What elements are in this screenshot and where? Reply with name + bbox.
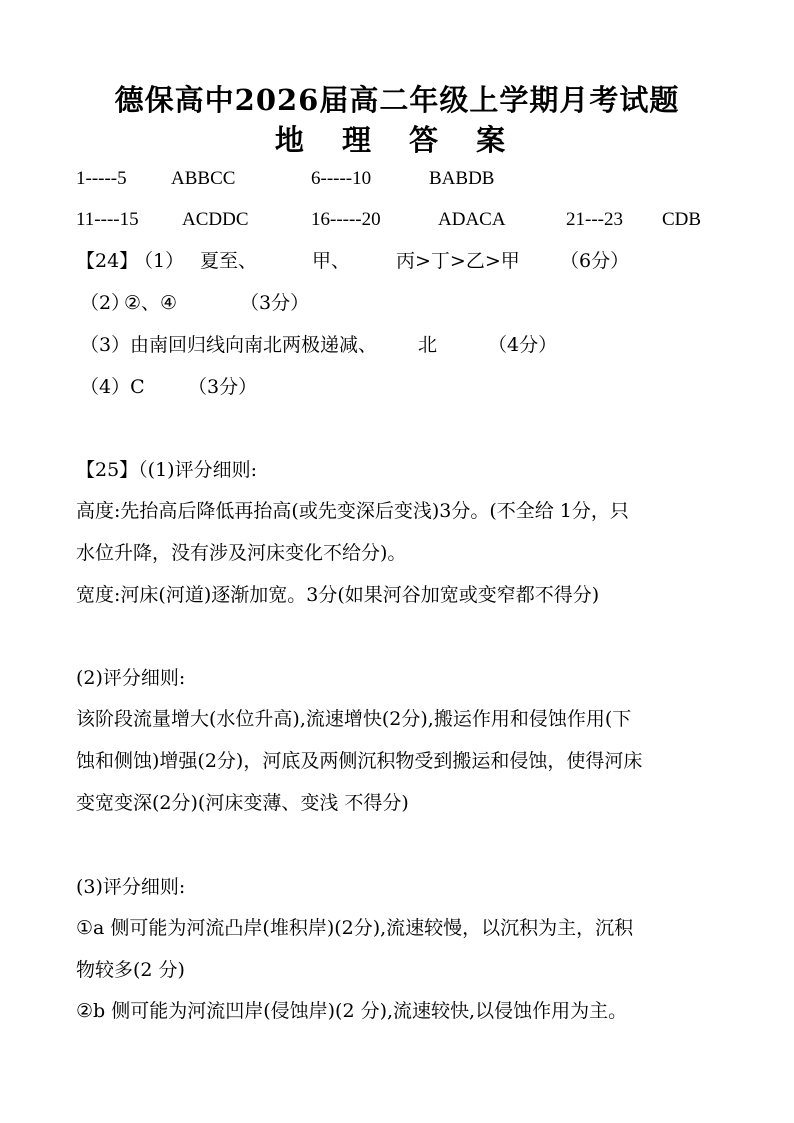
q25-p3-header: (3)评分细则:	[76, 876, 186, 898]
score: （3分）	[240, 292, 310, 314]
part-label: （3）	[80, 334, 131, 356]
mc-answers: BABDB	[429, 168, 495, 189]
answer-text: 北	[418, 334, 438, 356]
q25-p2-line-1: 该阶段流量增大(水位升高),流速增快(2分),搬运作用和侵蚀作用(下	[76, 708, 632, 730]
score: （3分）	[188, 376, 258, 398]
mc-range: 11----15	[76, 209, 139, 230]
q25-p3-line-2: 物较多(2 分)	[76, 959, 185, 981]
answer-text: 丙>丁>乙>甲	[396, 250, 520, 272]
score: （6分）	[560, 250, 630, 272]
answer-text: ②、④	[124, 292, 178, 314]
mc-range: 16-----20	[311, 209, 381, 230]
mc-range: 21---23	[566, 209, 623, 230]
page-subtitle: 地 理 答 案	[274, 123, 520, 157]
part-label: （2）	[80, 292, 131, 314]
answer-text: 夏至、	[200, 250, 258, 272]
q25-p3-line-1: ①a 侧可能为河流凸岸(堆积岸)(2分),流速较慢，以沉积为主，沉积	[76, 917, 634, 939]
q25-p1-line-2: 水位升降，没有涉及河床变化不给分)。	[76, 542, 407, 564]
q25-header: 【25】（(1)评分细则:	[76, 459, 257, 481]
q25-p2-line-2: 蚀和侧蚀)增强(2分)，河底及两侧沉积物受到搬运和侵蚀，使得河床	[76, 750, 643, 772]
q25-p1-line-1: 高度:先抬高后降低再抬高(或先变深后变浅)3分。(不全给 1分，只	[76, 500, 629, 522]
mc-range: 1-----5	[76, 168, 127, 189]
mc-answers: ACDDC	[182, 209, 249, 230]
answer-text: 甲、	[312, 250, 351, 272]
part-label: （1）	[134, 250, 185, 272]
q25-p2-header: (2)评分细则:	[76, 667, 186, 689]
answer-text: 由南回归线向南北两极递减、	[130, 334, 378, 356]
mc-answers: ADACA	[438, 209, 506, 230]
mc-answers: CDB	[662, 209, 702, 230]
score: （4分）	[488, 334, 558, 356]
question-number: 【24】	[76, 250, 139, 272]
q25-p1-line-3: 宽度:河床(河道)逐渐加宽。3分(如果河谷加宽或变窄都不得分)	[76, 584, 600, 606]
page-title: 德保高中2026届高二年级上学期月考试题	[114, 83, 680, 117]
mc-range: 6-----10	[311, 168, 372, 189]
mc-answers: ABBCC	[171, 168, 236, 189]
q25-p3-line-3: ②b 侧可能为河流凹岸(侵蚀岸)(2 分),流速较快,以侵蚀作用为主。	[76, 1000, 628, 1022]
q25-p2-line-3: 变宽变深(2分)(河床变薄、变浅 不得分)	[76, 792, 409, 814]
answer-text: （4）C	[80, 376, 145, 398]
